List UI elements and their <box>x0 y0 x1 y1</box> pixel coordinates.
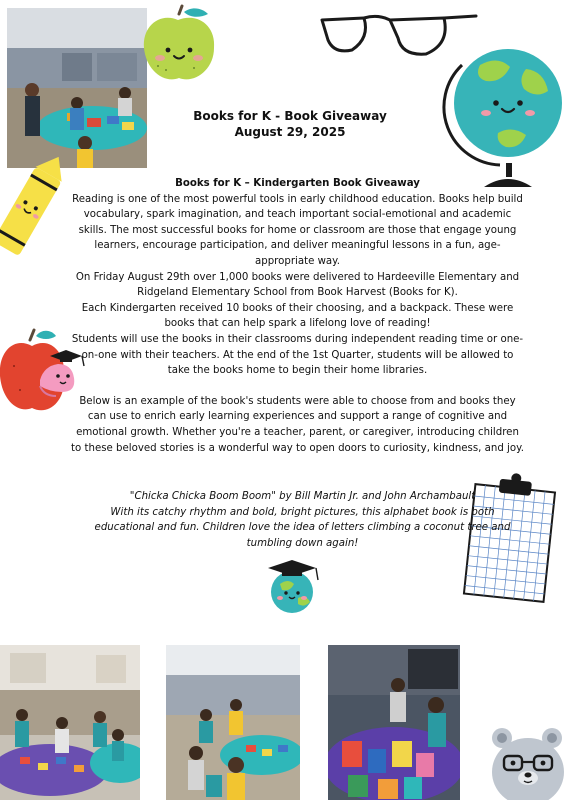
featured-book-title: "Chicka Chicka Boom Boom" by Bill Martin Jr. and John Archambault <box>129 491 476 502</box>
article-paragraph-3: Each Kindergarten received 10 books of their choosing, and a backpack. These were books that can help spark a lifelong love of reading! <box>81 302 514 330</box>
article-heading: Books for K – Kindergarten Book Giveaway <box>175 178 420 189</box>
featured-book <box>80 489 525 551</box>
paragraph-spacer <box>70 379 525 394</box>
apple-icon <box>138 4 220 86</box>
photo-classroom-bottom-left <box>0 645 140 800</box>
photo-classroom-top <box>7 8 147 168</box>
featured-book-description: With its catchy rhythm and bold, bright pictures, this alphabet book is both educational and fun. Children love the idea of letters climbing a coconut tree and tumbling down again! <box>94 506 511 549</box>
article-paragraph-2: On Friday August 29th over 1,000 books were delivered to Hardeeville Elementary and Ridgeland Elementary School from Book Harvest (Books for K). <box>75 271 520 299</box>
photo-classroom-bottom-right <box>328 645 460 800</box>
article-paragraph-1: Reading is one of the most powerful tools in early childhood education. Books help build vocabulary, spark imagination, and teach important social-emotional and academic skills. The most successful books for home or classroom are those that engage young learners, encourage participation, and deliver meaningful lessons in a fun, age-appropriate way. <box>72 193 523 267</box>
article-paragraph-5: Below is an example of the book's students were able to choose from and books they can use to enrich early learning experiences and support a range of cognitive and emotional growth. Whether you're a teacher, parent, or caregiver, introducing children to these beloved stories is a wonderful way to open doors to curiosity, kindness, and joy. <box>71 395 524 454</box>
title-line-1: Books for K - Book Giveaway <box>193 109 387 123</box>
graduation-globe-icon <box>258 556 328 614</box>
photo-classroom-bottom-center <box>166 645 300 800</box>
article-body <box>70 176 525 456</box>
bear-icon <box>490 720 566 800</box>
crayon-icon <box>0 150 64 260</box>
title-date: August 29, 2025 <box>234 125 346 139</box>
page-title <box>150 108 430 140</box>
globe-icon <box>440 25 566 195</box>
article-paragraph-4: Students will use the books in their classrooms during independent reading time or one-on-one with their teachers. At the end of the 1st Quarter, students will be allowed to take the books home to begin their home libraries. <box>71 333 524 377</box>
